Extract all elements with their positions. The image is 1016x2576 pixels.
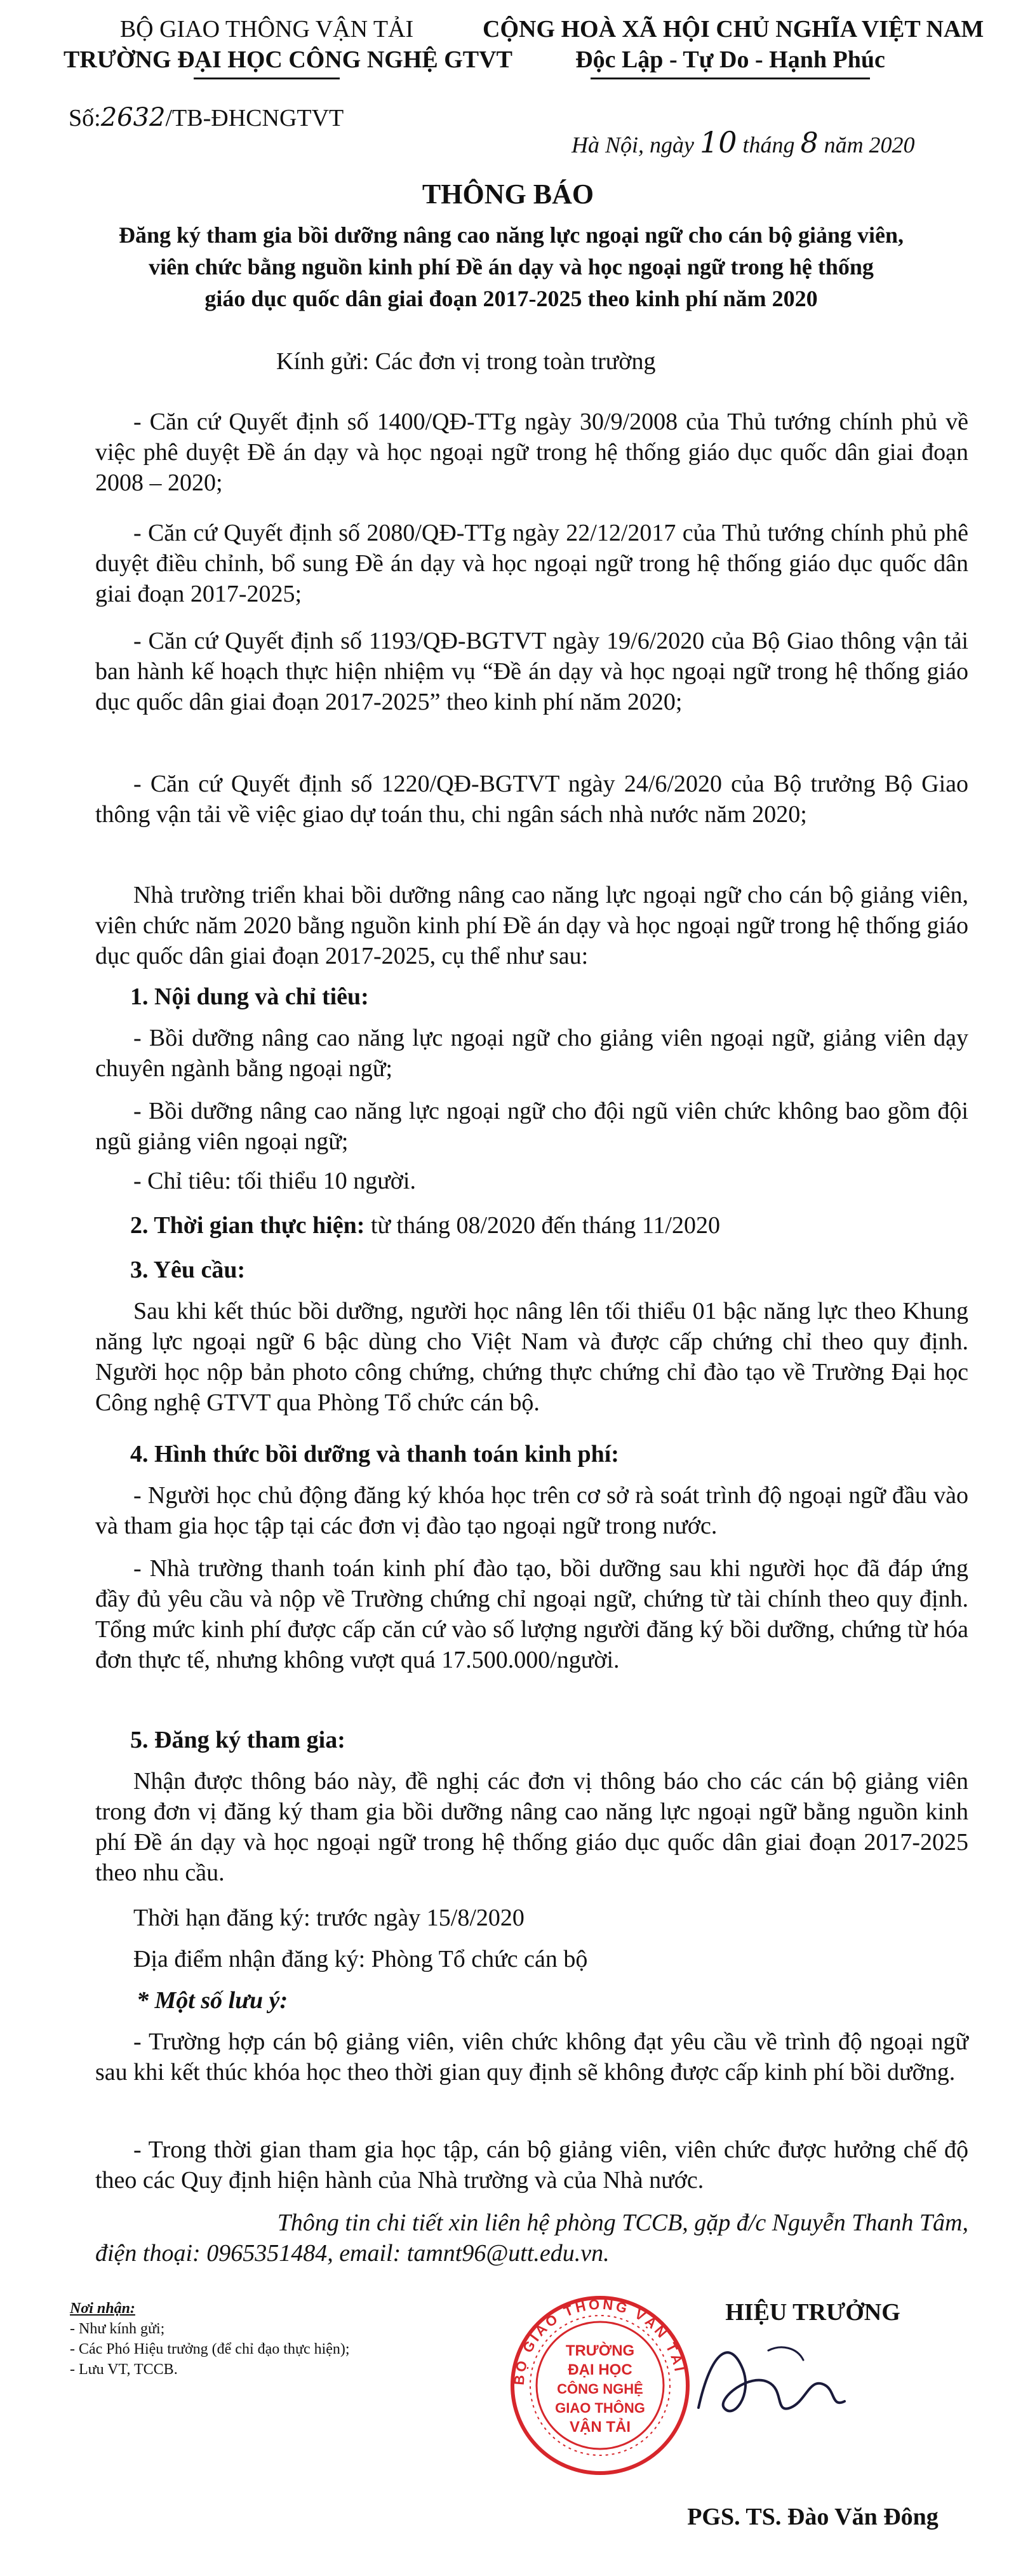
stamp-line-1: TRƯỜNG bbox=[565, 2342, 635, 2359]
contact-line-1: Thông tin chi tiết xin liên hệ phòng TCCB, gặp đ/c Nguyễn Thanh Tâm, bbox=[277, 2209, 968, 2236]
date-prefix: Hà Nội, ngày bbox=[572, 132, 694, 158]
handwritten-signature-icon bbox=[673, 2312, 864, 2452]
subtitle-line-1: Đăng ký tham gia bồi dưỡng nâng cao năng lực ngoại ngữ cho cán bộ giảng viên, bbox=[119, 222, 904, 248]
recipient-2: - Các Phó Hiệu trưởng (để chỉ đạo thực hiện); bbox=[70, 2341, 350, 2357]
section-1-item-1: - Bồi dưỡng nâng cao năng lực ngoại ngữ cho giảng viên ngoại ngữ, giảng viên dạy chuyên ngành bằng ngoại ngữ; bbox=[95, 1025, 968, 1082]
salutation: Kính gửi: Các đơn vị trong toàn trường bbox=[276, 348, 656, 375]
issuer-block bbox=[64, 14, 512, 133]
basis-paragraph-4: - Căn cứ Quyết định số 1220/QĐ-BGTVT ngày 24/6/2020 của Bộ trưởng Bộ Giao thông vận tải về việc giao dự toán thu, chi ngân sách nhà nước năm 2020; bbox=[95, 771, 968, 828]
recipient-1: - Như kính gửi; bbox=[70, 2321, 165, 2337]
national-header bbox=[483, 14, 984, 79]
registration-deadline: Thời hạn đăng ký: trước ngày 15/8/2020 bbox=[133, 1905, 525, 1931]
country-name: CỘNG HOÀ XÃ HỘI CHỦ NGHĨA VIỆT NAM bbox=[483, 16, 984, 43]
section-3-heading: 3. Yêu cầu: bbox=[130, 1257, 246, 1283]
section-5-text: Nhận được thông báo này, đề nghị các đơn vị thông báo cho các cán bộ giảng viên trong đơn vị đăng ký tham gia bồi dưỡng nâng cao năng lực ngoại ngữ bằng nguồn kinh phí Đề án dạy và học ngoại ngữ trong hệ thống giáo dục quốc dân giai đoạn 2017-2025 theo nhu cầu. bbox=[95, 1768, 968, 1886]
official-stamp bbox=[508, 2293, 692, 2478]
stamp-line-5: VẬN TẢI bbox=[570, 2418, 631, 2436]
doc-number-suffix: /TB-ĐHCNGTVT bbox=[165, 105, 344, 131]
note-item-1: - Trường hợp cán bộ giảng viên, viên chức không đạt yêu cầu về trình độ ngoại ngữ sau khi kết thúc khóa học theo thời gian quy định sẽ không được cấp kinh phí bồi dưỡng. bbox=[95, 2028, 968, 2086]
subtitle-line-3: giáo dục quốc dân giai đoạn 2017-2025 theo kinh phí năm 2020 bbox=[204, 286, 818, 311]
section-2-text: từ tháng 08/2020 đến tháng 11/2020 bbox=[364, 1212, 720, 1239]
intro-paragraph: Nhà trường triển khai bồi dưỡng nâng cao năng lực ngoại ngữ cho cán bộ giảng viên, viên chức năm 2020 bằng nguồn kinh phí Đề án dạy và học ngoại ngữ trong hệ thống giáo dục quốc dân giai đoạn 2017-2025, cụ thể như sau: bbox=[95, 882, 968, 969]
section-1-item-3: - Chỉ tiêu: tối thiểu 10 người. bbox=[133, 1168, 416, 1194]
date-month: 8 bbox=[800, 127, 819, 159]
section-4-heading: 4. Hình thức bồi dưỡng và thanh toán kinh phí: bbox=[130, 1441, 619, 1467]
document-title: THÔNG BÁO bbox=[422, 179, 594, 210]
contact-line-2: điện thoại: 0965351484, email: tamnt96@utt.edu.vn. bbox=[95, 2240, 610, 2267]
section-2-heading: 2. Thời gian thực hiện: bbox=[130, 1212, 365, 1239]
doc-number bbox=[64, 102, 470, 133]
registration-location: Địa điểm nhận đăng ký: Phòng Tổ chức cán bộ bbox=[133, 1946, 588, 1972]
contact-info bbox=[95, 2208, 968, 2269]
signer-name: PGS. TS. Đào Văn Đông bbox=[687, 2504, 939, 2530]
date-month-label: tháng bbox=[742, 132, 795, 158]
motto-underline bbox=[591, 78, 870, 79]
section-3-text: Sau khi kết thúc bồi dưỡng, người học nâng lên tối thiểu 01 bậc năng lực theo Khung năng lực ngoại ngữ 6 bậc dùng cho Việt Nam và được cấp chứng chỉ theo quy định. Người học nộp bản photo công chứng, chứng thực chứng chỉ đào tạo về Trường Đại học Công nghệ GTVT qua Phòng Tổ chức cán bộ. bbox=[95, 1298, 968, 1416]
issue-date bbox=[572, 127, 965, 160]
signer-title: HIỆU TRƯỞNG bbox=[725, 2299, 900, 2326]
stamp-line-2: ĐẠI HỌC bbox=[568, 2361, 632, 2378]
stamp-ring-text: BỘ GIAO THÔNG VẬN TẢI bbox=[511, 2296, 688, 2386]
note-item-2: - Trong thời gian tham gia học tập, cán bộ giảng viên, viên chức được hưởng chế độ theo các Quy định hiện hành của Nhà trường và của Nhà nước. bbox=[95, 2136, 968, 2194]
date-year: năm 2020 bbox=[824, 132, 915, 158]
recipients-title: Nơi nhận: bbox=[70, 2300, 135, 2317]
stamp-seal-icon bbox=[508, 2293, 692, 2478]
subtitle-line-2: viên chức bằng nguồn kinh phí Đề án dạy và học ngoại ngữ trong hệ thống bbox=[149, 254, 874, 280]
section-2 bbox=[130, 1210, 968, 1241]
stamp-line-3: CÔNG NGHỆ bbox=[557, 2381, 643, 2397]
notes-heading: * Một số lưu ý: bbox=[137, 1987, 288, 2014]
ministry-name: BỘ GIAO THÔNG VẬN TẢI bbox=[119, 16, 414, 43]
section-5-heading: 5. Đăng ký tham gia: bbox=[130, 1727, 345, 1753]
doc-number-label: Số: bbox=[69, 105, 101, 131]
signature bbox=[673, 2312, 864, 2452]
stamp-line-4: GIAO THÔNG bbox=[555, 2400, 645, 2416]
document-subtitle bbox=[57, 219, 965, 314]
recipient-3: - Lưu VT, TCCB. bbox=[70, 2361, 178, 2378]
section-4-item-1: - Người học chủ động đăng ký khóa học trên cơ sở rà soát trình độ ngoại ngữ đầu vào và tham gia học tập tại các đơn vị đào tạo ngoại ngữ trong nước. bbox=[95, 1482, 968, 1539]
section-1-heading: 1. Nội dung và chỉ tiêu: bbox=[130, 983, 369, 1010]
school-name: TRƯỜNG ĐẠI HỌC CÔNG NGHỆ GTVT bbox=[64, 46, 512, 73]
basis-paragraph-1: - Căn cứ Quyết định số 1400/QĐ-TTg ngày 30/9/2008 của Thủ tướng chính phủ về việc phê duyệt Đề án dạy và học ngoại ngữ trong hệ thống giáo dục quốc dân giai đoạn 2008 – 2020; bbox=[95, 408, 968, 496]
basis-paragraph-3: - Căn cứ Quyết định số 1193/QĐ-BGTVT ngày 19/6/2020 của Bộ Giao thông vận tải ban hành kế hoạch thực hiện nhiệm vụ “Đề án dạy và học ngoại ngữ trong hệ thống giáo dục quốc dân giai đoạn 2017-2025” theo kinh phí năm 2020; bbox=[95, 628, 968, 715]
date-day: 10 bbox=[700, 125, 737, 159]
recipients-block bbox=[70, 2298, 527, 2380]
basis-paragraph-2: - Căn cứ Quyết định số 2080/QĐ-TTg ngày 22/12/2017 của Thủ tướng chính phủ phê duyệt điều chỉnh, bổ sung Đề án dạy và học ngoại ngữ trong hệ thống giáo dục quốc dân giai đoạn 2017-2025; bbox=[95, 520, 968, 607]
section-1-item-2: - Bồi dưỡng nâng cao năng lực ngoại ngữ cho đội ngũ viên chức không bao gồm đội ngũ giảng viên ngoại ngữ; bbox=[95, 1098, 968, 1155]
national-motto: Độc Lập - Tự Do - Hạnh Phúc bbox=[575, 46, 885, 73]
section-4-item-2: - Nhà trường thanh toán kinh phí đào tạo, bồi dưỡng sau khi người học đã đáp ứng đầy đủ yêu cầu và nộp về Trường chứng chỉ ngoại ngữ, chứng từ tài chính theo quy định. Tổng mức kinh phí được cấp căn cứ vào số lượng người đăng ký bồi dưỡng, chứng từ hóa đơn thực tế, nhưng không vượt quá 17.500.000/người. bbox=[95, 1555, 968, 1673]
doc-number-value: 2632 bbox=[100, 103, 166, 132]
issuer-underline bbox=[194, 78, 340, 79]
